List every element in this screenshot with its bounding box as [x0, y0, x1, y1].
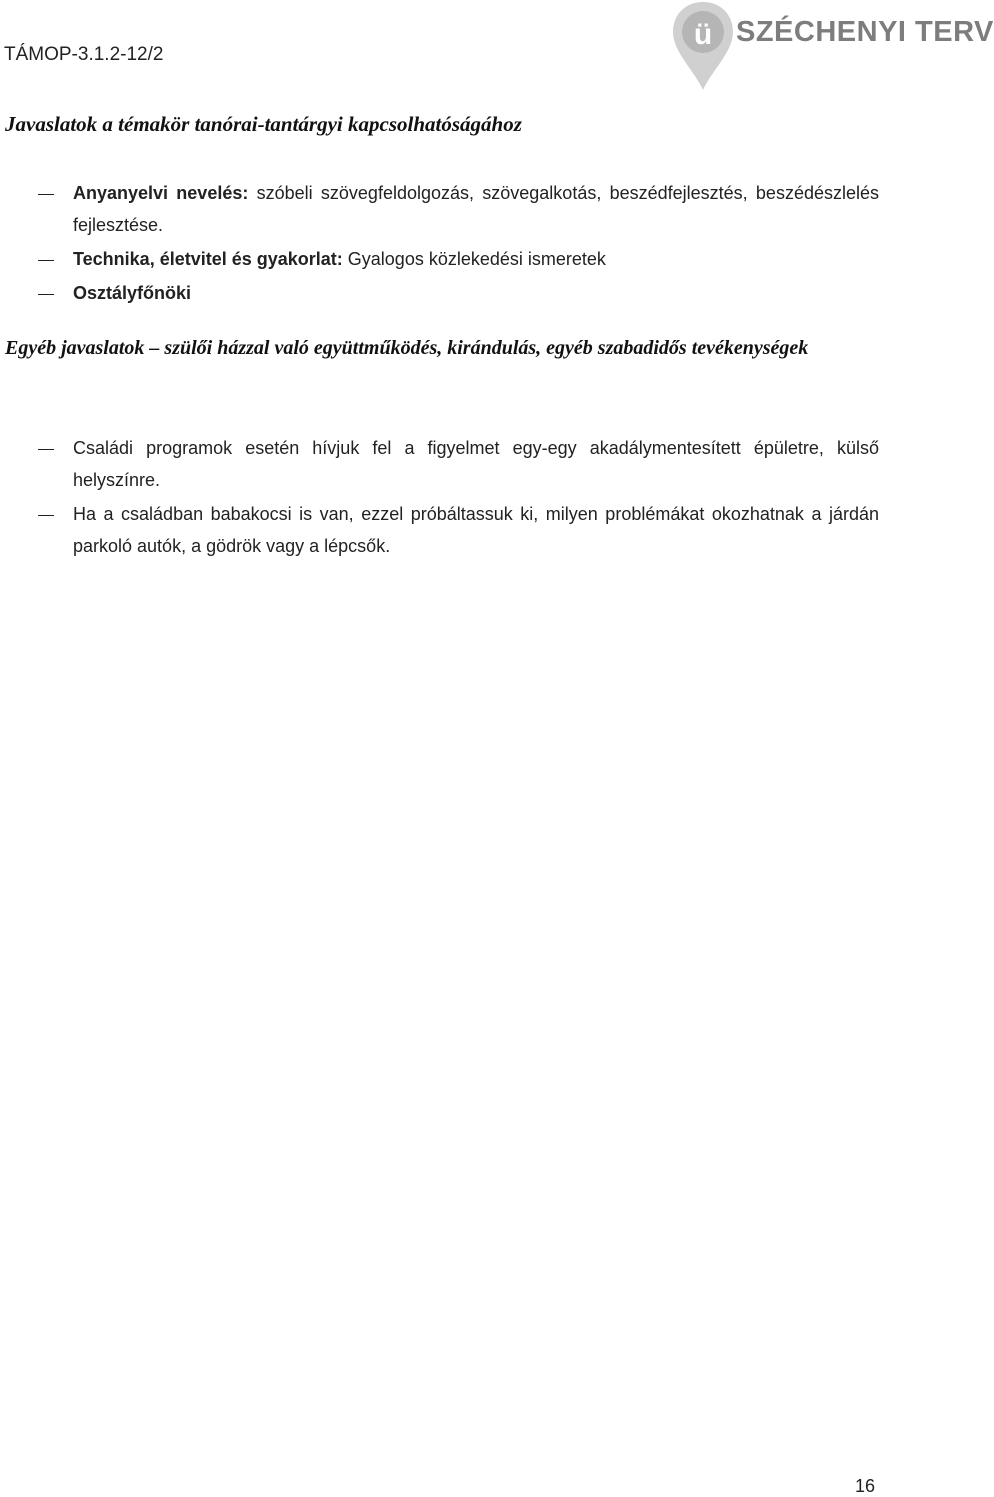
header-code: TÁMOP-3.1.2-12/2: [4, 44, 164, 65]
svg-text:ü: ü: [693, 18, 713, 51]
subsection-heading: Egyéb javaslatok – szülői házzal való együttműködés, kirándulás, egyéb szabadidős tevékenységek: [5, 337, 809, 359]
page-number: 16: [855, 1476, 876, 1496]
logo-text: SZÉCHENYI TERV: [736, 16, 994, 48]
list-item-label: Anyanyelvi nevelés:: [73, 183, 249, 203]
list-item-text: Ha a családban babakocsi is van, ezzel próbáltassuk ki, milyen problémákat okozhatnak a járdán parkoló autók, a gödrök vagy a lépcsők.: [73, 504, 879, 556]
list-item: [73, 277, 879, 309]
list-item: [73, 177, 879, 241]
list-item-label: Osztályfőnöki: [73, 283, 192, 303]
list-item: [73, 243, 879, 275]
ui-map-pin-icon: [670, 0, 740, 90]
list-bullet: [38, 260, 54, 261]
list-item-text: szóbeli szövegfeldolgozás, szövegalkotás, beszédfejlesztés, beszédészlelés fejlesztése.: [73, 183, 879, 235]
szechenyi-terv-logo: [670, 0, 994, 90]
list-bullet: [38, 194, 54, 195]
list-item: [73, 432, 879, 496]
list-item-text: Családi programok esetén hívjuk fel a figyelmet egy-egy akadálymentesített épületre, külső helyszínre.: [73, 438, 879, 490]
list-bullet: [38, 449, 54, 450]
list-bullet: [38, 515, 54, 516]
list-item-label: Technika, életvitel és gyakorlat:: [73, 249, 343, 269]
list-item: [73, 498, 879, 562]
list-item-text: Gyalogos közlekedési ismeretek: [342, 249, 606, 269]
list-bullet: [38, 294, 54, 295]
section-title: Javaslatok a témakör tanórai-tantárgyi kapcsolhatóságához: [5, 112, 522, 136]
